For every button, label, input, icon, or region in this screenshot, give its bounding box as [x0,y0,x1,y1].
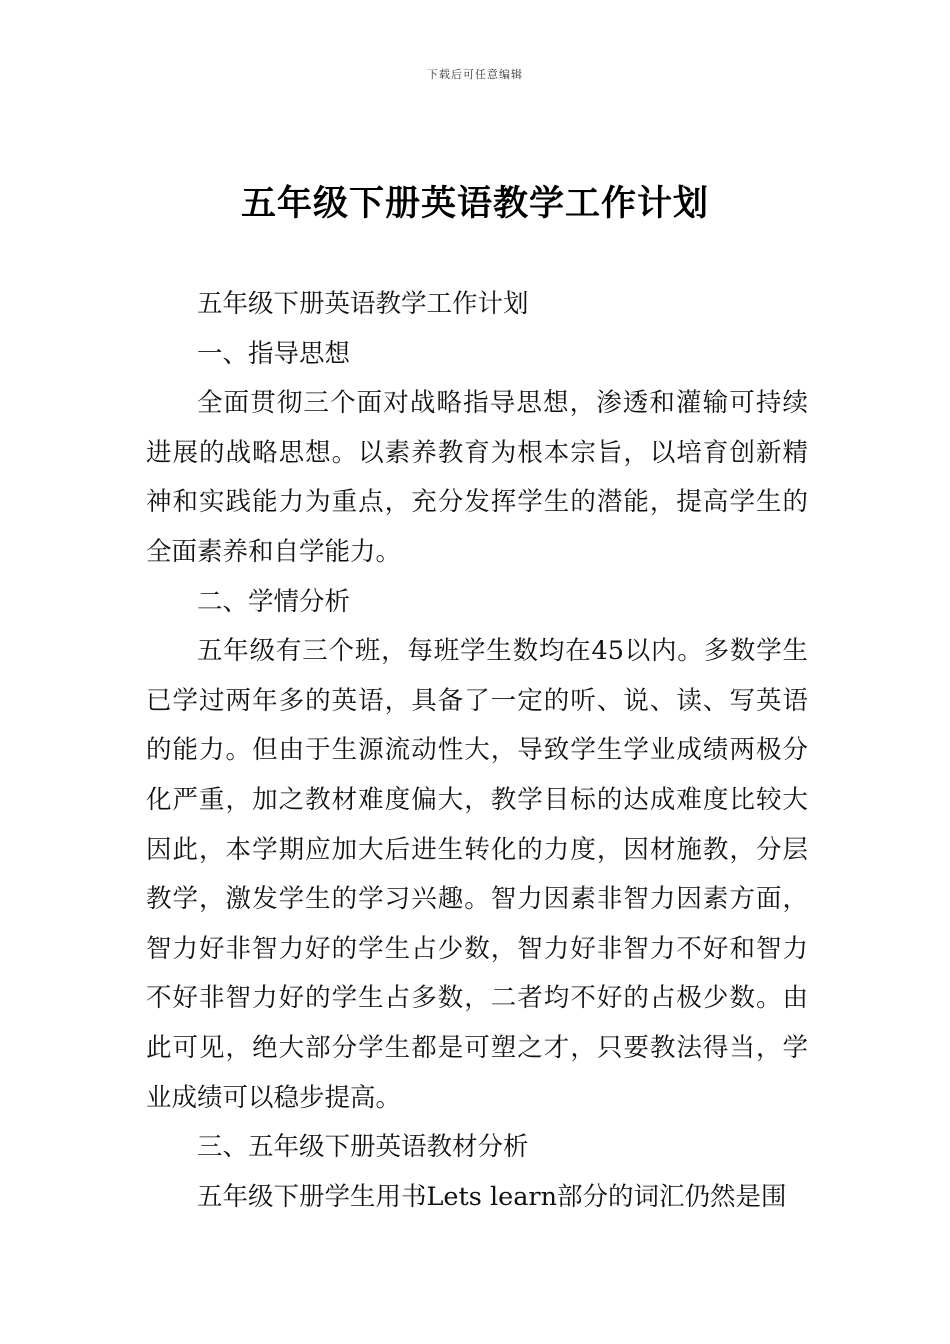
paragraph-guiding-ideology: 全面贯彻三个面对战略指导思想，渗透和灌输可持续进展的战略思想。以素养教育为根本宗旨，以培育创新精神和实践能力为重点，充分发挥学生的潜能，提高学生的全面素养和自学能力。 [146,388,808,567]
section-heading-textbook-analysis: 三、五年级下册英语教材分析 [197,1132,529,1163]
paragraph-student-analysis: 五年级有三个班，每班学生数均在45以内。多数学生已学过两年多的英语，具备了一定的听、说、读、写英语的能力。但由于生源流动性大，导致学生学业成绩两极分化严重，加之教材难度偏大，教学目标的达成难度比较大因此，本学期应加大后进生转化的力度，因材施教，分层教学，激发学生的学习兴趣。智力因素非智力因素方面，智力好非智力好的学生占少数，智力好非智力不好和智力不好非智力好的学生占多数，二者均不好的占极少数。由此可见，绝大部分学生都是可塑之才，只要教法得当，学业成绩可以稳步提高。 [146,636,808,1113]
page-header-note: 下载后可任意编辑 [427,68,523,81]
paragraph-subtitle: 五年级下册英语教学工作计划 [197,289,529,319]
paragraph-textbook-analysis: 五年级下册学生用书Lets learn部分的词汇仍然是围 [197,1181,787,1212]
document-title: 五年级下册英语教学工作计划 [240,184,709,224]
section-heading-student-analysis: 二、学情分析 [197,586,351,617]
section-heading-guiding-ideology: 一、指导思想 [197,338,351,369]
document-body [146,280,808,1222]
